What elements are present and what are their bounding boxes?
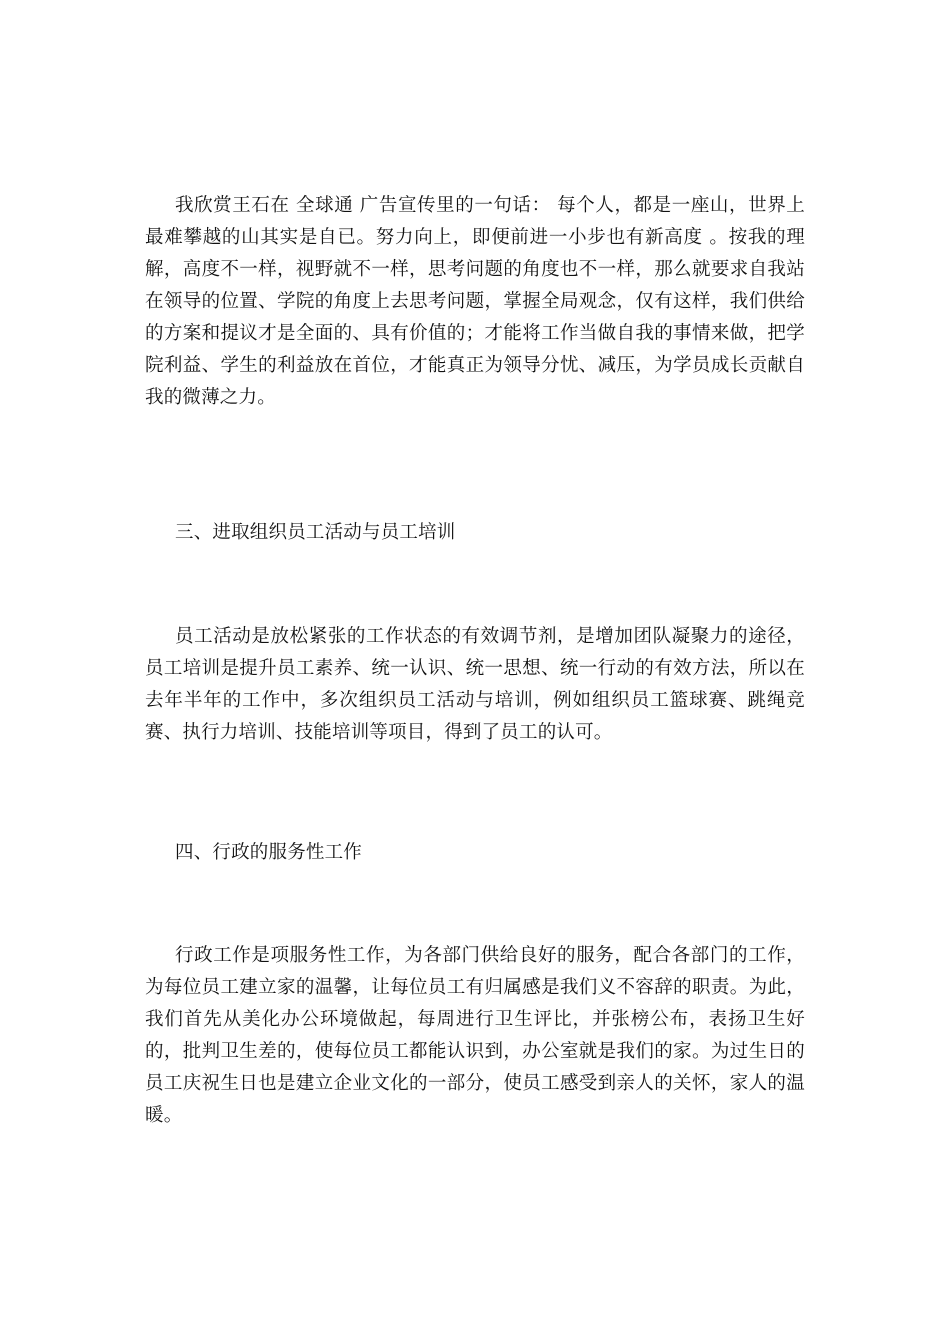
section-heading-staff-activities: 三、进取组织员工活动与员工培训 [175,522,456,543]
paragraph-admin-service: 行政工作是项服务性工作，为各部门供给良好的服务，配合各部门的工作，为每位员工建立家的温馨，让每位员工有归属感是我们义不容辞的职责。为此，我们首先从美化办公环境做起，每周进行卫生评比，并张榜公布，表扬卫生好的，批判卫生差的，使每位员工都能认识到，办公室就是我们的家。为过生日的员工庆祝生日也是建立企业文化的一部分，使员工感受到亲人的关怀，家人的温暖。 [145,945,805,1126]
section-heading-admin-service: 四、行政的服务性工作 [175,842,363,863]
paragraph-staff-activities: 员工活动是放松紧张的工作状态的有效调节剂，是增加团队凝聚力的途径，员工培训是提升员工素养、统一认识、统一思想、统一行动的有效方法，所以在去年半年的工作中，多次组织员工活动与培训，例如组织员工篮球赛、跳绳竞赛、执行力培训、技能培训等项目，得到了员工的认可。 [145,626,805,743]
paragraph-height-perspective: 我欣赏王石在 全球通 广告宣传里的一句话： 每个人，都是一座山，世界上最难攀越的山其实是自已。努力向上，即便前进一小步也有新高度 。按我的理解，高度不一样，视野就不一样，思考问题的角度也不一样，那么就要求自我站在领导的位置、学院的角度上去思考问题，掌握全局观念，仅有这样，我们供给的方案和提议才是全面的、具有价值的；才能将工作当做自我的事情来做，把学院利益、学生的利益放在首位，才能真正为领导分忧、减压，为学员成长贡献自我的微薄之力。 [145,195,805,408]
